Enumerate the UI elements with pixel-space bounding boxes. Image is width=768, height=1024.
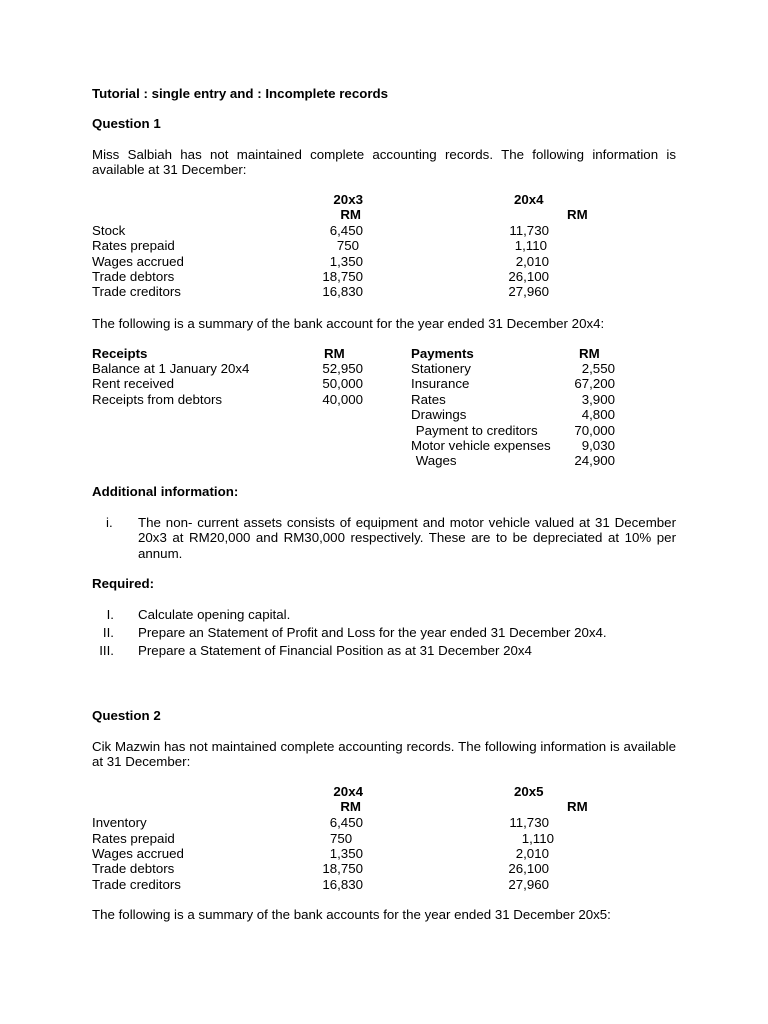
payment-amount: 67,200	[574, 376, 615, 391]
payment-amount: 24,900	[574, 453, 615, 468]
required-item: Prepare a Statement of Financial Position as at 31 December 20x4	[138, 643, 532, 658]
q1-col2-year: 20x4	[514, 192, 544, 207]
receipt-label: Rent received	[92, 376, 175, 391]
required-item: Prepare an Statement of Profit and Loss for the year ended 31 December 20x4.	[138, 625, 607, 640]
document-title: Tutorial : single entry and : Incomplete records	[92, 86, 389, 101]
payment-label: Stationery	[411, 361, 471, 376]
table-row-label: Rates prepaid	[92, 831, 175, 846]
table-cell: 16,830	[322, 877, 363, 892]
table-cell: 2,010	[515, 254, 549, 269]
bank-summary-intro: The following is a summary of the bank account for the year ended 31 December 20x4:	[92, 316, 605, 331]
table-cell: 2,010	[515, 846, 549, 861]
table-row-label: Wages accrued	[92, 846, 184, 861]
additional-info-item: The non- current assets consists of equipment and motor vehicle valued at 31 December 20x3 at RM20,000 and RM30,000 respectively. These are to be depreciated at 10% per annum.	[138, 515, 676, 561]
table-row-label: Trade debtors	[92, 269, 175, 284]
payment-label: Motor vehicle expenses	[411, 438, 551, 453]
q1-col2-unit: RM	[567, 207, 588, 222]
receipt-amount: 50,000	[322, 376, 363, 391]
receipt-amount: 40,000	[322, 392, 363, 407]
table-cell: 1,110	[514, 238, 547, 253]
table-cell: 18,750	[322, 861, 363, 876]
table-cell: 1,350	[329, 254, 363, 269]
payment-amount: 70,000	[574, 423, 615, 438]
q2-col2-unit: RM	[567, 799, 588, 814]
table-row-label: Trade debtors	[92, 861, 175, 876]
receipts-rm-heading: RM	[324, 346, 345, 361]
payments-heading: Payments	[411, 346, 474, 361]
additional-info-heading: Additional information:	[92, 484, 239, 499]
table-cell: 27,960	[508, 284, 549, 299]
table-cell: 1,110	[521, 831, 554, 846]
payment-amount: 3,900	[581, 392, 615, 407]
table-cell: 11,730	[509, 815, 549, 830]
bank-summary-intro: The following is a summary of the bank accounts for the year ended 31 December 20x5:	[92, 907, 611, 922]
required-item: Calculate opening capital.	[138, 607, 291, 622]
receipt-label: Receipts from debtors	[92, 392, 223, 407]
table-row-label: Wages accrued	[92, 254, 184, 269]
table-cell: 6,450	[329, 223, 363, 238]
payment-amount: 2,550	[581, 361, 615, 376]
list-marker: I.	[106, 607, 114, 622]
required-heading: Required:	[92, 576, 155, 591]
receipt-label: Balance at 1 January 20x4	[92, 361, 250, 376]
table-cell: 6,450	[329, 815, 363, 830]
table-row-label: Rates prepaid	[92, 238, 175, 253]
question-2-intro: Cik Mazwin has not maintained complete accounting records. The following information is available at 31 December:	[92, 739, 676, 770]
list-marker: II.	[102, 625, 114, 640]
q2-col2-year: 20x5	[514, 784, 544, 799]
payment-label: Insurance	[411, 376, 470, 391]
table-cell: 1,350	[329, 846, 363, 861]
question-1-intro: Miss Salbiah has not maintained complete accounting records. The following information is available at 31 December:	[92, 147, 676, 178]
q1-col1-unit: RM	[340, 207, 361, 222]
q2-col1-year: 20x4	[333, 784, 363, 799]
payment-amount: 9,030	[581, 438, 615, 453]
payment-amount: 4,800	[581, 407, 615, 422]
payment-label: Rates	[411, 392, 446, 407]
payments-rm-heading: RM	[579, 346, 600, 361]
q1-col1-year: 20x3	[333, 192, 363, 207]
table-cell: 16,830	[322, 284, 363, 299]
table-row-label: Inventory	[92, 815, 147, 830]
list-marker: III.	[99, 643, 114, 658]
table-cell: 750	[336, 238, 359, 253]
payment-label: Drawings	[411, 407, 467, 422]
question-2-heading: Question 2	[92, 708, 161, 723]
question-1-heading: Question 1	[92, 116, 161, 131]
receipt-amount: 52,950	[322, 361, 363, 376]
table-cell: 11,730	[509, 223, 549, 238]
table-cell: 26,100	[508, 269, 549, 284]
payment-label: Wages	[412, 453, 457, 468]
table-row-label: Trade creditors	[92, 877, 181, 892]
receipts-heading: Receipts	[92, 346, 148, 361]
q2-col1-unit: RM	[340, 799, 361, 814]
table-cell: 27,960	[508, 877, 549, 892]
table-cell: 26,100	[508, 861, 549, 876]
table-cell: 18,750	[322, 269, 363, 284]
table-row-label: Stock	[92, 223, 126, 238]
list-marker: i.	[106, 515, 113, 530]
payment-label: Payment to creditors	[412, 423, 538, 438]
table-cell: 750	[330, 831, 353, 846]
table-row-label: Trade creditors	[92, 284, 181, 299]
